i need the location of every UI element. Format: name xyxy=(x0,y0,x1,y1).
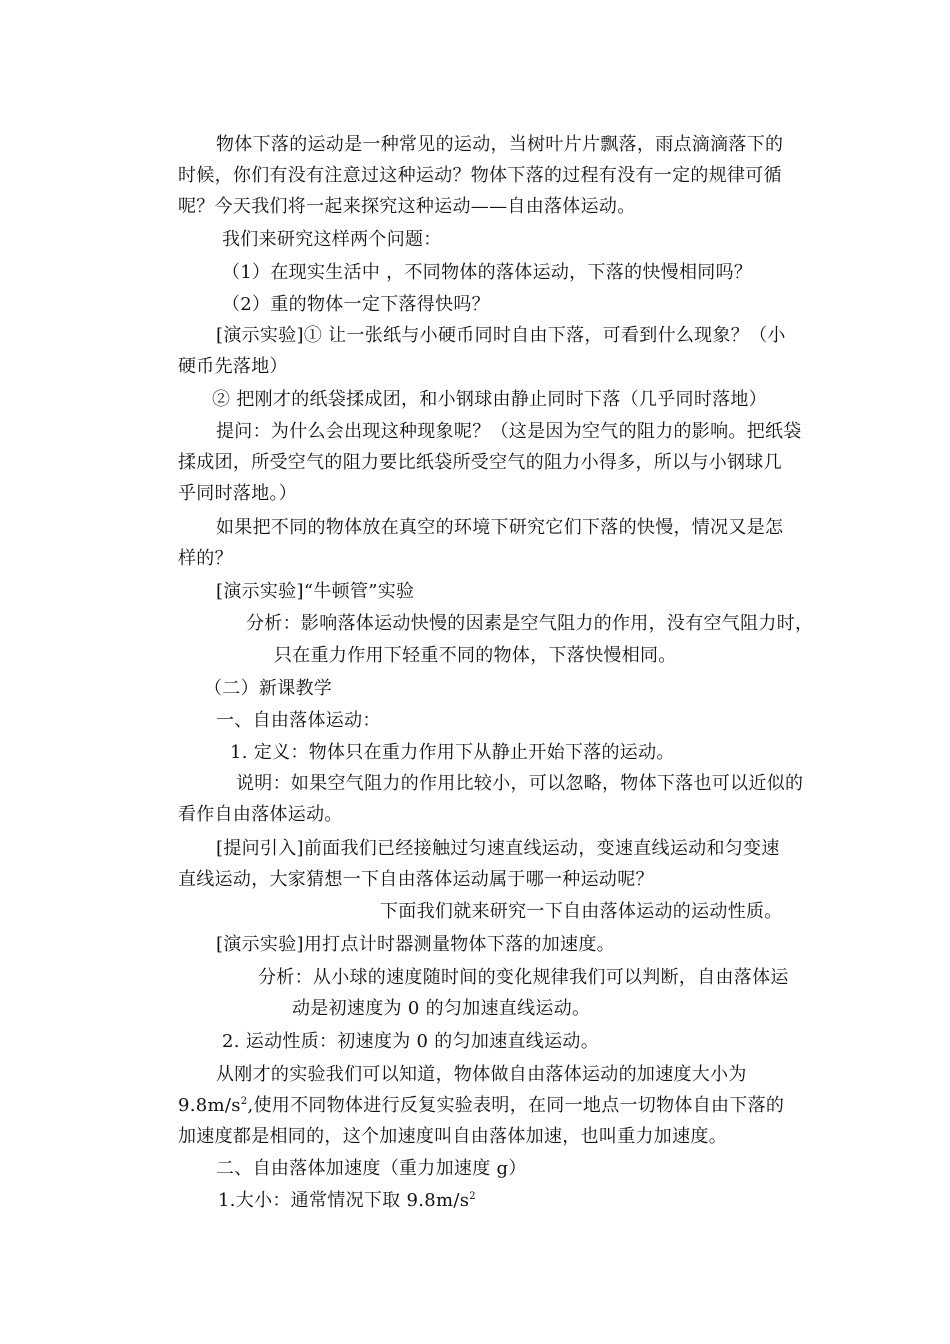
unit-text: 9.8m/s xyxy=(178,1095,241,1116)
text-line: 乎同时落地。） xyxy=(178,483,298,504)
text-continuation: ,使用不同物体进行反复实验表明，在同一地点一切物体自由下落的 xyxy=(247,1095,785,1116)
text-line: 分析：影响落体运动快慢的因素是空气阻力的作用，没有空气阻力时， xyxy=(246,613,814,634)
text-line: 硬币先落地） xyxy=(178,356,288,377)
section-heading: （二）新课教学 xyxy=(204,678,333,699)
text-line: 只在重力作用下轻重不同的物体，下落快慢相同。 xyxy=(274,645,677,666)
text-line: 分析：从小球的速度随时间的变化规律我们可以判断，自由落体运 xyxy=(258,967,789,988)
text-line: 时候，你们有没有注意过这种运动？物体下落的过程有没有一定的规律可循 xyxy=(178,165,782,186)
text-line: （1）在现实生活中 ，不同物体的落体运动，下落的快慢相同吗？ xyxy=(222,262,753,283)
text-line: 1. 定义：物体只在重力作用下从静止开始下落的运动。 xyxy=(230,742,675,763)
text-line: [演示实验]“牛顿管”实验 xyxy=(216,581,415,602)
text-line: 提问：为什么会出现这种现象呢？（这是因为空气的阻力的影响。把纸袋 xyxy=(216,421,802,442)
text-line: 样的？ xyxy=(178,548,233,569)
text-line: 下面我们就来研究一下自由落体运动的运动性质。 xyxy=(380,901,783,922)
text-line: 直线运动，大家猜想一下自由落体运动属于哪一种运动呢？ xyxy=(178,869,654,890)
text-line: 2. 运动性质：初速度为 0 的匀加速直线运动。 xyxy=(222,1031,599,1052)
text-line: （2）重的物体一定下落得快吗？ xyxy=(222,294,490,315)
text-line: [演示实验]① 让一张纸与小硬币同时自由下落，可看到什么现象？（小 xyxy=(216,325,786,346)
text-line: 我们来研究这样两个问题： xyxy=(222,229,442,250)
text-line: 说明：如果空气阻力的作用比较小，可以忽略，物体下落也可以近似的 xyxy=(236,773,804,794)
text-line xyxy=(178,1095,784,1117)
text-line: 从刚才的实验我们可以知道，物体做自由落体运动的加速度大小为 xyxy=(216,1064,747,1085)
text-line: [演示实验]用打点计时器测量物体下落的加速度。 xyxy=(216,934,615,955)
text-line: 加速度都是相同的，这个加速度叫自由落体加速，也叫重力加速度。 xyxy=(178,1126,727,1147)
superscript: 2 xyxy=(240,1096,248,1107)
section-heading: 一、自由落体运动： xyxy=(216,710,381,731)
text-line: ② 把刚才的纸袋揉成团，和小钢球由静止同时下落（几乎同时落地） xyxy=(212,389,768,410)
text-line: 呢？今天我们将一起来探究这种运动——自由落体运动。 xyxy=(178,196,636,217)
text-segment: 1.大小：通常情况下取 9.8m/s xyxy=(218,1190,470,1211)
text-line: 看作自由落体运动。 xyxy=(178,804,343,825)
text-line xyxy=(218,1190,476,1212)
section-heading: 二、自由落体加速度（重力加速度 g） xyxy=(216,1158,527,1179)
text-line: 物体下落的运动是一种常见的运动，当树叶片片飘落，雨点滴滴落下的 xyxy=(216,134,784,155)
text-line: [提问引入]前面我们已经接触过匀速直线运动，变速直线运动和匀变速 xyxy=(216,838,780,859)
superscript: 2 xyxy=(469,1191,476,1202)
text-line: 如果把不同的物体放在真空的环境下研究它们下落的快慢，情况又是怎 xyxy=(216,517,784,538)
text-line: 动是初速度为 0 的匀加速直线运动。 xyxy=(292,998,591,1019)
text-line: 揉成团，所受空气的阻力要比纸袋所受空气的阻力小得多，所以与小钢球几 xyxy=(178,452,782,473)
